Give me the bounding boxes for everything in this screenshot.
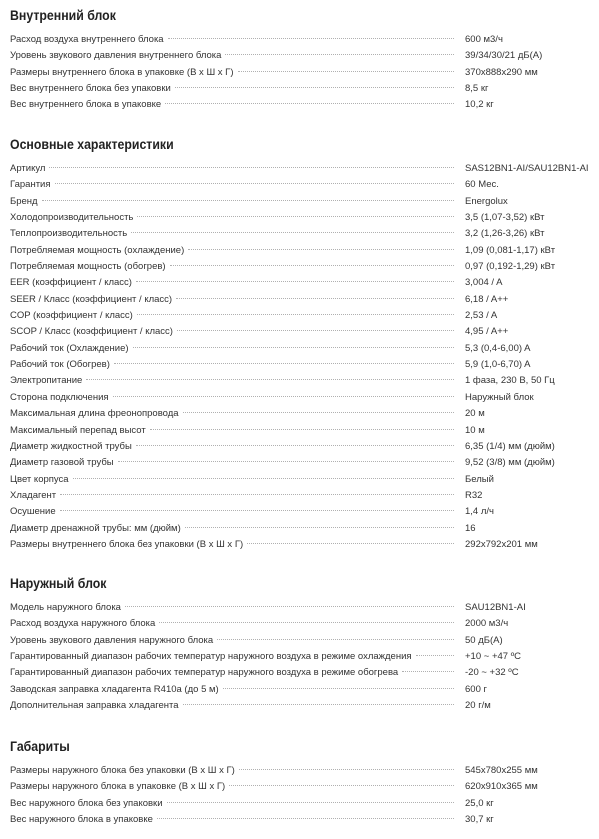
spec-value: 3,004 / A (465, 277, 503, 289)
dotted-leader (157, 818, 454, 819)
spec-row (10, 504, 590, 520)
dotted-leader (223, 688, 454, 689)
spec-value: 4,95 / A++ (465, 326, 509, 338)
spec-value: Наружный блок (465, 391, 534, 403)
spec-list (10, 161, 590, 553)
spec-value: SAU12BN1-AI (465, 602, 526, 613)
spec-value: 20 м (465, 408, 485, 420)
spec-row (10, 275, 590, 291)
dotted-leader (60, 494, 454, 495)
spec-label: Хладагент (10, 489, 57, 501)
dotted-leader (239, 769, 454, 770)
spec-label: Диаметр дренажной трубы: мм (дюйм) (10, 522, 181, 534)
spec-name (10, 423, 460, 439)
spec-value: R32 (465, 489, 483, 501)
spec-name (10, 32, 460, 48)
spec-label: Сторона подключения (10, 391, 109, 403)
spec-label: Вес наружного блока без упаковки (10, 797, 163, 809)
dotted-leader (125, 606, 454, 607)
spec-label: Заводская заправка хладагента R410a (до 5 м) (10, 683, 219, 695)
spec-row (10, 357, 590, 373)
spec-value: +10 ~ +47 ºC (465, 651, 522, 663)
spec-row (10, 649, 590, 665)
spec-label: Размеры внутреннего блока в упаковке (В х Ш х Г) (10, 66, 234, 78)
spec-name (10, 521, 460, 537)
spec-name (10, 812, 460, 828)
spec-name (10, 357, 460, 373)
dotted-leader (238, 71, 455, 72)
dotted-leader (118, 461, 454, 462)
spec-name (10, 504, 460, 520)
dotted-leader (225, 54, 454, 55)
spec-label: Размеры внутреннего блока без упаковки (В х Ш х Г) (10, 538, 244, 550)
spec-row (10, 373, 590, 389)
spec-row (10, 779, 590, 795)
spec-value: 9,52 (3/8) мм (дюйм) (465, 457, 555, 469)
spec-value: 620х910х365 мм (465, 781, 538, 793)
spec-value: 6,18 / A++ (465, 293, 509, 305)
spec-row (10, 308, 590, 324)
spec-row (10, 796, 590, 812)
spec-value: 10,2 кг (465, 99, 494, 111)
section-title: Габариты (10, 738, 70, 754)
dotted-leader (113, 396, 454, 397)
spec-value: 30,7 кг (465, 814, 494, 826)
spec-label: Вес внутреннего блока в упаковке (10, 99, 162, 111)
spec-value: 3,2 (1,26-3,26) кВт (465, 228, 545, 240)
spec-label: Артикул (10, 163, 46, 174)
spec-label: Гарантированный диапазон рабочих температур наружного воздуха в режиме обогрева (10, 667, 399, 679)
spec-label: SEER / Класс (коэффициент / класс) (10, 293, 173, 305)
dotted-leader (165, 103, 454, 104)
dotted-leader (217, 639, 454, 640)
dotted-leader (247, 543, 454, 544)
section-outdoor-unit (10, 572, 590, 714)
dotted-leader (416, 655, 454, 656)
spec-value: 25,0 кг (465, 797, 494, 809)
spec-value: 600 м3/ч (465, 34, 503, 45)
spec-value: 16 (465, 522, 476, 534)
spec-name (10, 65, 460, 81)
spec-row (10, 97, 590, 113)
spec-label: Размеры наружного блока без упаковки (В х Ш х Г) (10, 765, 235, 776)
dotted-leader (168, 38, 454, 39)
spec-row (10, 698, 590, 714)
spec-label: Гарантированный диапазон рабочих температур наружного воздуха в режиме охлаждения (10, 651, 412, 663)
spec-row (10, 324, 590, 340)
spec-label: Холодопроизводительность (10, 212, 134, 224)
spec-name (10, 537, 460, 553)
spec-label: Расход воздуха внутреннего блока (10, 34, 164, 45)
spec-row (10, 65, 590, 81)
spec-label: Максимальный перепад высот (10, 424, 146, 436)
spec-row (10, 292, 590, 308)
spec-value: 1,09 (0,081-1,17) кВт (465, 244, 556, 256)
spec-label: Дополнительная заправка хладагента (10, 700, 179, 712)
spec-name (10, 177, 460, 193)
spec-name (10, 455, 460, 471)
section-title: Основные характеристики (10, 136, 174, 152)
spec-label: Рабочий ток (Охлаждение) (10, 342, 129, 354)
spec-name (10, 161, 460, 177)
dotted-leader (183, 704, 454, 705)
spec-name (10, 194, 460, 210)
spec-name (10, 600, 460, 616)
dotted-leader (136, 281, 454, 282)
dotted-leader (177, 330, 454, 331)
spec-name (10, 616, 460, 632)
dotted-leader (167, 802, 454, 803)
spec-row (10, 243, 590, 259)
spec-name (10, 259, 460, 275)
spec-value: Energolux (465, 195, 508, 207)
spec-name (10, 341, 460, 357)
spec-value: 39/34/30/21 дБ(А) (465, 50, 543, 62)
spec-label: Теплопроизводительность (10, 228, 128, 240)
spec-row (10, 616, 590, 632)
spec-name (10, 406, 460, 422)
spec-row (10, 210, 590, 226)
spec-value: 60 Мес. (465, 179, 499, 191)
spec-value: 5,3 (0,4-6,00) A (465, 342, 531, 354)
spec-value: 2,53 / A (465, 310, 498, 322)
spec-label: Потребляемая мощность (охлаждение) (10, 244, 185, 256)
spec-row (10, 48, 590, 64)
spec-value: 3,5 (1,07-3,52) кВт (465, 212, 545, 224)
dotted-leader (73, 478, 454, 479)
spec-name (10, 633, 460, 649)
spec-value: SAS12BN1-AI/SAU12BN1-AI (465, 163, 589, 174)
spec-label: Уровень звукового давления наружного блока (10, 634, 214, 646)
spec-name (10, 210, 460, 226)
dotted-leader (55, 183, 454, 184)
section-title: Внутренний блок (10, 7, 116, 23)
spec-value: 1,4 л/ч (465, 506, 494, 518)
spec-label: Расход воздуха наружного блока (10, 618, 156, 630)
spec-row (10, 390, 590, 406)
dotted-leader (176, 298, 454, 299)
spec-label: Вес внутреннего блока без упаковки (10, 83, 171, 95)
spec-value: 10 м (465, 424, 485, 436)
spec-value: Белый (465, 473, 494, 485)
dotted-leader (150, 429, 454, 430)
spec-label: Потребляемая мощность (обогрев) (10, 261, 166, 273)
spec-name (10, 665, 460, 681)
spec-row (10, 455, 590, 471)
dotted-leader (175, 87, 454, 88)
spec-row (10, 600, 590, 616)
dotted-leader (137, 314, 454, 315)
spec-value: 545х780х255 мм (465, 765, 538, 776)
spec-row (10, 812, 590, 828)
spec-row (10, 341, 590, 357)
dotted-leader (229, 785, 454, 786)
dotted-leader (42, 200, 454, 201)
spec-row (10, 32, 590, 48)
section-dimensions (10, 735, 590, 828)
dotted-leader (60, 510, 454, 511)
spec-row (10, 633, 590, 649)
spec-label: COP (коэффициент / класс) (10, 310, 133, 322)
spec-label: Вес наружного блока в упаковке (10, 814, 153, 826)
spec-label: EER (коэффициент / класс) (10, 277, 132, 289)
dotted-leader (131, 232, 454, 233)
spec-list (10, 600, 590, 714)
spec-value: 0,97 (0,192-1,29) кВт (465, 261, 556, 273)
spec-value: 5,9 (1,0-6,70) A (465, 359, 531, 371)
dotted-leader (86, 379, 454, 380)
section-title: Наружный блок (10, 575, 107, 591)
spec-value: 20 г/м (465, 700, 491, 712)
spec-name (10, 275, 460, 291)
spec-list (10, 763, 590, 828)
spec-label: SCOP / Класс (коэффициент / класс) (10, 326, 173, 338)
spec-row (10, 472, 590, 488)
spec-name (10, 81, 460, 97)
spec-row (10, 488, 590, 504)
spec-row (10, 259, 590, 275)
dotted-leader (402, 671, 454, 672)
spec-row (10, 763, 590, 779)
spec-name (10, 292, 460, 308)
spec-name (10, 226, 460, 242)
dotted-leader (159, 622, 454, 623)
spec-value: 370х888х290 мм (465, 66, 538, 78)
spec-name (10, 472, 460, 488)
spec-name (10, 796, 460, 812)
spec-value: 2000 м3/ч (465, 618, 509, 630)
spec-row (10, 194, 590, 210)
dotted-leader (136, 445, 454, 446)
spec-row (10, 439, 590, 455)
spec-row (10, 406, 590, 422)
spec-row (10, 226, 590, 242)
spec-row (10, 161, 590, 177)
spec-row (10, 537, 590, 553)
dotted-leader (114, 363, 454, 364)
spec-row (10, 81, 590, 97)
spec-value: -20 ~ +32 ºC (465, 667, 519, 679)
spec-name (10, 439, 460, 455)
spec-value: 8,5 кг (465, 83, 489, 95)
spec-name (10, 308, 460, 324)
spec-value: 6,35 (1/4) мм (дюйм) (465, 440, 555, 452)
dotted-leader (133, 347, 454, 348)
spec-name (10, 698, 460, 714)
spec-label: Осушение (10, 506, 56, 518)
spec-label: Размеры наружного блока в упаковке (В х Ш х Г) (10, 781, 226, 793)
spec-label: Гарантия (10, 179, 51, 191)
spec-name (10, 488, 460, 504)
spec-list (10, 32, 590, 114)
dotted-leader (188, 249, 454, 250)
spec-value: 600 г (465, 683, 487, 695)
dotted-leader (185, 527, 454, 528)
spec-name (10, 324, 460, 340)
spec-label: Максимальная длина фреонопровода (10, 408, 179, 420)
spec-row (10, 682, 590, 698)
spec-label: Модель наружного блока (10, 602, 121, 613)
spec-name (10, 649, 460, 665)
spec-name (10, 97, 460, 113)
spec-label: Цвет корпуса (10, 473, 69, 485)
dotted-leader (170, 265, 454, 266)
spec-name (10, 682, 460, 698)
spec-value: 50 дБ(А) (465, 634, 503, 646)
spec-label: Диаметр газовой трубы (10, 457, 114, 469)
spec-label: Рабочий ток (Обогрев) (10, 359, 110, 371)
spec-name (10, 763, 460, 779)
spec-label: Бренд (10, 195, 38, 207)
section-indoor-unit (10, 4, 590, 114)
spec-name (10, 243, 460, 259)
spec-value: 1 фаза, 230 В, 50 Гц (465, 375, 555, 387)
spec-name (10, 48, 460, 64)
dotted-leader (137, 216, 454, 217)
spec-name (10, 373, 460, 389)
spec-value: 292х792х201 мм (465, 538, 538, 550)
dotted-leader (49, 167, 454, 168)
spec-label: Уровень звукового давления внутреннего блока (10, 50, 222, 62)
section-main-specs (10, 133, 590, 553)
spec-row (10, 665, 590, 681)
spec-name (10, 390, 460, 406)
dotted-leader (183, 412, 454, 413)
spec-name (10, 779, 460, 795)
spec-row (10, 423, 590, 439)
spec-row (10, 177, 590, 193)
spec-row (10, 521, 590, 537)
spec-label: Диаметр жидкостной трубы (10, 440, 132, 452)
spec-label: Электропитание (10, 375, 83, 387)
